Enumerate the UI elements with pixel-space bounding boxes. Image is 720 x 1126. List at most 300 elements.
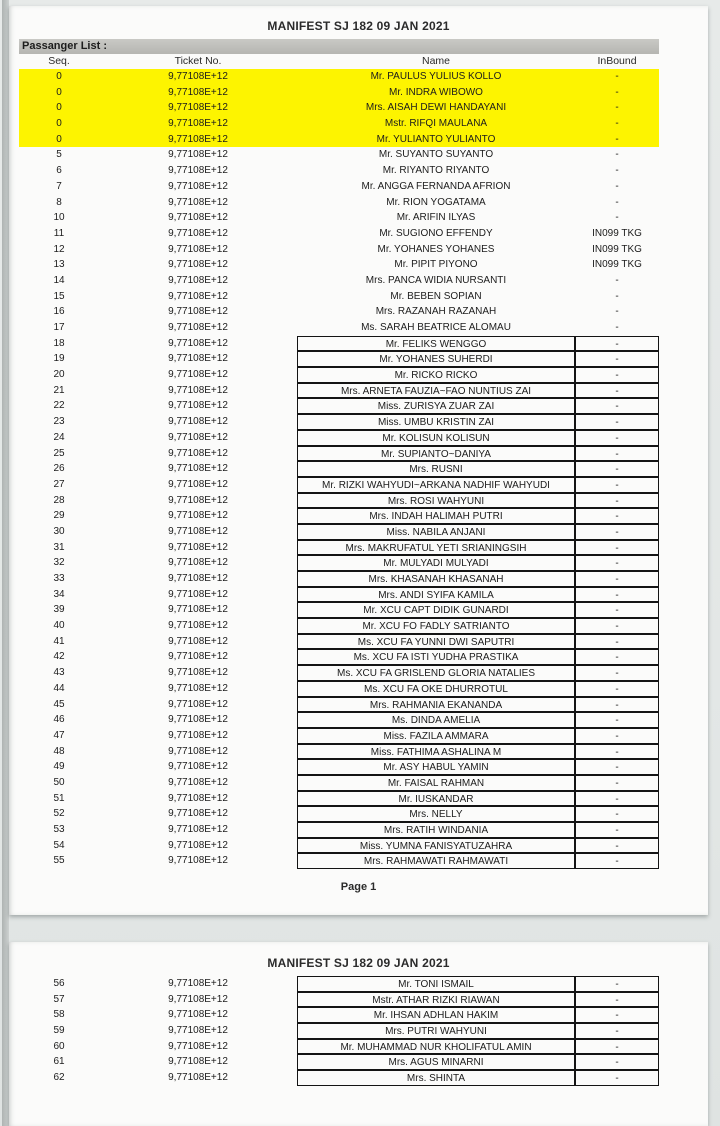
- cell-passenger-name: Mrs. AGUS MINARNI: [297, 1054, 575, 1070]
- table-row: [19, 493, 659, 509]
- cell-ticket-no: 9,77108E+12: [168, 447, 228, 459]
- cell-passenger-name: Mrs. ARNETA FAUZIA~FAO NUNTIUS ZAI: [297, 383, 575, 399]
- cell-ticket-no: 9,77108E+12: [168, 745, 228, 757]
- table-row: [19, 681, 659, 697]
- cell-ticket-no: 9,77108E+12: [168, 682, 228, 694]
- cell-ticket-no: 9,77108E+12: [168, 1056, 228, 1068]
- table-row: [19, 540, 659, 556]
- table-row: [19, 226, 659, 242]
- cell-ticket-no: 9,77108E+12: [168, 306, 228, 318]
- table-row: [19, 414, 659, 430]
- cell-inbound: -: [575, 1054, 659, 1070]
- table-row: [19, 618, 659, 634]
- cell-seq: 39: [53, 604, 65, 616]
- cell-inbound: -: [575, 602, 659, 618]
- table-row: [19, 602, 659, 618]
- cell-ticket-no: 9,77108E+12: [168, 978, 228, 989]
- cell-ticket-no: 9,77108E+12: [168, 243, 228, 255]
- cell-ticket-no: 9,77108E+12: [168, 635, 228, 647]
- cell-ticket-no: 9,77108E+12: [168, 792, 228, 804]
- cell-ticket-no: 9,77108E+12: [168, 322, 228, 333]
- cell-ticket-no: 9,77108E+12: [168, 776, 228, 788]
- cell-inbound: -: [575, 493, 659, 509]
- cell-inbound: -: [575, 744, 659, 760]
- cell-inbound: -: [615, 180, 619, 192]
- cell-inbound: -: [615, 118, 619, 130]
- cell-inbound: -: [615, 71, 619, 82]
- cell-seq: 0: [56, 133, 62, 145]
- passenger-rows-page2: [19, 976, 659, 1086]
- cell-passenger-name: Mrs. RAHMANIA EKANANDA: [297, 697, 575, 713]
- cell-inbound: -: [615, 165, 619, 177]
- passenger-list-label: Passanger List :: [19, 39, 659, 54]
- cell-passenger-name: Miss. NABILA ANJANI: [297, 524, 575, 540]
- cell-passenger-name: Mr. IHSAN ADHLAN HAKIM: [297, 1007, 575, 1023]
- cell-ticket-no: 9,77108E+12: [168, 510, 228, 522]
- page-number: Page 1: [340, 881, 377, 894]
- cell-seq: 18: [53, 337, 65, 349]
- table-row: [19, 806, 659, 822]
- cell-inbound: -: [575, 351, 659, 367]
- cell-passenger-name: Mr. XCU CAPT DIDIK GUNARDI: [297, 602, 575, 618]
- table-row: [19, 838, 659, 854]
- table-row: [19, 649, 659, 665]
- cell-seq: 21: [53, 384, 65, 396]
- cell-passenger-name: Mr. SUGIONO EFFENDY: [379, 227, 493, 239]
- cell-passenger-name: Mrs. RUSNI: [297, 461, 575, 477]
- cell-seq: 0: [56, 102, 62, 114]
- table-row: [19, 351, 659, 367]
- table-row: [19, 524, 659, 540]
- cell-ticket-no: 9,77108E+12: [168, 541, 228, 553]
- cell-seq: 47: [53, 729, 65, 741]
- table-row: [19, 791, 659, 807]
- cell-inbound: -: [575, 446, 659, 462]
- cell-seq: 8: [56, 196, 62, 208]
- cell-ticket-no: 9,77108E+12: [168, 478, 228, 490]
- cell-passenger-name: Mr. FELIKS WENGGO: [297, 336, 575, 352]
- cell-inbound: -: [575, 681, 659, 697]
- table-row: [19, 1070, 659, 1086]
- table-row: [19, 461, 659, 477]
- cell-seq: 54: [53, 839, 65, 851]
- table-row: [19, 163, 659, 179]
- cell-ticket-no: 9,77108E+12: [168, 431, 228, 443]
- cell-ticket-no: 9,77108E+12: [168, 337, 228, 349]
- cell-passenger-name: Mrs. PUTRI WAHYUNI: [297, 1023, 575, 1039]
- cell-ticket-no: 9,77108E+12: [168, 180, 228, 192]
- cell-ticket-no: 9,77108E+12: [168, 86, 228, 98]
- cell-seq: 16: [53, 306, 65, 318]
- cell-seq: 56: [53, 978, 65, 989]
- cell-inbound: -: [615, 102, 619, 114]
- cell-inbound: -: [575, 1070, 659, 1086]
- manifest-page-1: [9, 6, 708, 915]
- cell-passenger-name: Mrs. MAKRUFATUL YETI SRIANINGSIH: [297, 540, 575, 556]
- cell-passenger-name: Mrs. PANCA WIDIA NURSANTI: [365, 274, 507, 286]
- cell-inbound: -: [575, 618, 659, 634]
- manifest-page-2: [9, 942, 708, 1126]
- cell-seq: 20: [53, 369, 65, 381]
- cell-seq: 58: [53, 1009, 65, 1021]
- cell-ticket-no: 9,77108E+12: [168, 588, 228, 600]
- cell-seq: 14: [53, 274, 65, 286]
- cell-inbound: -: [575, 992, 659, 1008]
- table-row: [19, 1007, 659, 1023]
- cell-inbound: -: [575, 414, 659, 430]
- cell-inbound: -: [575, 1023, 659, 1039]
- cell-inbound: -: [575, 634, 659, 650]
- table-row: [19, 853, 659, 869]
- cell-passenger-name: Mr. KOLISUN KOLISUN: [297, 430, 575, 446]
- cell-inbound: -: [615, 322, 619, 333]
- cell-ticket-no: 9,77108E+12: [168, 71, 228, 82]
- cell-seq: 46: [53, 714, 65, 726]
- cell-ticket-no: 9,77108E+12: [168, 993, 228, 1005]
- table-row: [19, 100, 659, 116]
- table-row: [19, 712, 659, 728]
- table-row: [19, 179, 659, 195]
- cell-seq: 43: [53, 667, 65, 679]
- table-row: [19, 446, 659, 462]
- cell-seq: 34: [53, 588, 65, 600]
- cell-ticket-no: 9,77108E+12: [168, 525, 228, 537]
- cell-seq: 41: [53, 635, 65, 647]
- cell-inbound: -: [575, 430, 659, 446]
- cell-ticket-no: 9,77108E+12: [168, 729, 228, 741]
- cell-passenger-name: Mr. YULIANTO YULIANTO: [376, 133, 496, 145]
- cell-passenger-name: Miss. ZURISYA ZUAR ZAI: [297, 398, 575, 414]
- cell-ticket-no: 9,77108E+12: [168, 698, 228, 710]
- cell-ticket-no: 9,77108E+12: [168, 1040, 228, 1052]
- cell-inbound: -: [615, 133, 619, 145]
- cell-seq: 62: [53, 1072, 65, 1084]
- cell-inbound: -: [575, 1039, 659, 1055]
- table-row: [19, 508, 659, 524]
- table-row: [19, 822, 659, 838]
- cell-passenger-name: Mr. ARIFIN ILYAS: [396, 212, 476, 224]
- table-row: [19, 195, 659, 211]
- cell-seq: 30: [53, 525, 65, 537]
- cell-ticket-no: 9,77108E+12: [168, 463, 228, 475]
- cell-inbound: IN099 TKG: [592, 259, 642, 271]
- table-row: [19, 147, 659, 163]
- cell-inbound: -: [575, 697, 659, 713]
- cell-passenger-name: Mrs. NELLY: [297, 806, 575, 822]
- cell-seq: 13: [53, 259, 65, 271]
- cell-inbound: -: [575, 477, 659, 493]
- cell-inbound: -: [575, 383, 659, 399]
- cell-passenger-name: Ms. SARAH BEATRICE ALOMAU: [361, 322, 511, 333]
- cell-passenger-name: Mrs. INDAH HALIMAH PUTRI: [297, 508, 575, 524]
- cell-passenger-name: Miss. FAZILA AMMARA: [297, 728, 575, 744]
- cell-passenger-name: Mrs. RAHMAWATI RAHMAWATI: [297, 853, 575, 869]
- cell-seq: 32: [53, 557, 65, 569]
- cell-inbound: -: [615, 212, 619, 224]
- cell-seq: 44: [53, 682, 65, 694]
- cell-seq: 53: [53, 824, 65, 835]
- cell-passenger-name: Mr. INDRA WIBOWO: [389, 86, 483, 98]
- cell-inbound: -: [575, 461, 659, 477]
- cell-ticket-no: 9,77108E+12: [168, 212, 228, 224]
- cell-seq: 0: [56, 86, 62, 98]
- table-row: [19, 273, 659, 289]
- cell-seq: 22: [53, 400, 65, 412]
- table-row: [19, 367, 659, 383]
- cell-ticket-no: 9,77108E+12: [168, 1025, 228, 1037]
- table-row: [19, 132, 659, 148]
- table-row: [19, 775, 659, 791]
- cell-inbound: -: [575, 665, 659, 681]
- cell-passenger-name: Mr. SUPIANTO~DANIYA: [297, 446, 575, 462]
- cell-passenger-name: Miss. FATHIMA ASHALINA M: [297, 744, 575, 760]
- cell-seq: 12: [53, 243, 65, 255]
- table-row: [19, 555, 659, 571]
- cell-ticket-no: 9,77108E+12: [168, 1072, 228, 1084]
- cell-inbound: -: [575, 398, 659, 414]
- cell-seq: 27: [53, 478, 65, 490]
- cell-inbound: -: [575, 540, 659, 556]
- table-row: [19, 992, 659, 1008]
- cell-ticket-no: 9,77108E+12: [168, 102, 228, 114]
- cell-passenger-name: Ms. XCU FA OKE DHURROTUL: [297, 681, 575, 697]
- table-row: [19, 1054, 659, 1070]
- cell-ticket-no: 9,77108E+12: [168, 149, 228, 161]
- cell-ticket-no: 9,77108E+12: [168, 290, 228, 302]
- table-row: [19, 116, 659, 132]
- cell-ticket-no: 9,77108E+12: [168, 761, 228, 773]
- column-header-name: Name: [421, 55, 450, 67]
- cell-seq: 7: [56, 180, 62, 192]
- cell-ticket-no: 9,77108E+12: [168, 259, 228, 271]
- table-row: [19, 587, 659, 603]
- cell-inbound: -: [615, 290, 619, 302]
- cell-passenger-name: Ms. XCU FA GRISLEND GLORIA NATALIES: [297, 665, 575, 681]
- cell-inbound: -: [575, 806, 659, 822]
- passenger-rows-page1: [19, 69, 659, 869]
- cell-inbound: -: [615, 149, 619, 161]
- cell-ticket-no: 9,77108E+12: [168, 714, 228, 726]
- page-title: MANIFEST SJ 182 09 JAN 2021: [267, 19, 450, 33]
- cell-seq: 61: [53, 1056, 65, 1068]
- cell-inbound: -: [575, 791, 659, 807]
- cell-passenger-name: Mrs. AISAH DEWI HANDAYANI: [365, 102, 507, 114]
- cell-seq: 31: [53, 541, 65, 553]
- cell-seq: 59: [53, 1025, 65, 1037]
- cell-seq: 51: [53, 792, 65, 804]
- cell-passenger-name: Ms. XCU FA ISTI YUDHA PRASTIKA: [297, 649, 575, 665]
- table-row: [19, 320, 659, 336]
- cell-passenger-name: Mr. ASY HABUL YAMIN: [297, 759, 575, 775]
- cell-seq: 17: [53, 322, 65, 333]
- cell-inbound: -: [575, 649, 659, 665]
- cell-inbound: -: [575, 838, 659, 854]
- cell-passenger-name: Mr. BEBEN SOPIAN: [390, 290, 482, 302]
- cell-seq: 6: [56, 165, 62, 177]
- cell-passenger-name: Mr. RION YOGATAMA: [386, 196, 486, 208]
- cell-seq: 60: [53, 1040, 65, 1052]
- cell-passenger-name: Mr. PIPIT PIYONO: [394, 259, 478, 271]
- table-row: [19, 85, 659, 101]
- cell-passenger-name: Mrs. RAZANAH RAZANAH: [375, 306, 497, 318]
- table-row: [19, 242, 659, 258]
- cell-ticket-no: 9,77108E+12: [168, 494, 228, 506]
- table-row: [19, 1039, 659, 1055]
- cell-seq: 0: [56, 71, 62, 82]
- cell-ticket-no: 9,77108E+12: [168, 165, 228, 177]
- cell-seq: 29: [53, 510, 65, 522]
- cell-ticket-no: 9,77108E+12: [168, 667, 228, 679]
- cell-seq: 26: [53, 463, 65, 475]
- cell-ticket-no: 9,77108E+12: [168, 416, 228, 428]
- cell-ticket-no: 9,77108E+12: [168, 384, 228, 396]
- cell-seq: 23: [53, 416, 65, 428]
- cell-passenger-name: Ms. XCU FA YUNNI DWI SAPUTRI: [297, 634, 575, 650]
- table-row: [19, 210, 659, 226]
- cell-passenger-name: Mrs. ROSI WAHYUNI: [297, 493, 575, 509]
- table-row: [19, 430, 659, 446]
- cell-passenger-name: Mrs. RATIH WINDANIA: [297, 822, 575, 838]
- cell-seq: 49: [53, 761, 65, 773]
- cell-ticket-no: 9,77108E+12: [168, 651, 228, 663]
- cell-passenger-name: Mr. YOHANES SUHERDI: [297, 351, 575, 367]
- cell-ticket-no: 9,77108E+12: [168, 557, 228, 569]
- cell-passenger-name: Mr. TONI ISMAIL: [297, 976, 575, 992]
- page-title-2: MANIFEST SJ 182 09 JAN 2021: [267, 956, 450, 970]
- cell-seq: 45: [53, 698, 65, 710]
- cell-inbound: -: [575, 1007, 659, 1023]
- cell-ticket-no: 9,77108E+12: [168, 620, 228, 632]
- cell-ticket-no: 9,77108E+12: [168, 133, 228, 145]
- cell-seq: 33: [53, 573, 65, 584]
- column-header-inbound: InBound: [597, 55, 637, 67]
- cell-ticket-no: 9,77108E+12: [168, 604, 228, 616]
- table-row: [19, 1023, 659, 1039]
- cell-passenger-name: Mr. MULYADI MULYADI: [297, 555, 575, 571]
- cell-passenger-name: Mrs. SHINTA: [297, 1070, 575, 1086]
- cell-passenger-name: Miss. YUMNA FANISYATUZAHRA: [297, 838, 575, 854]
- cell-passenger-name: Mr. RIZKI WAHYUDI~ARKANA NADHIF WAHYUDI: [297, 477, 575, 493]
- cell-seq: 15: [53, 290, 65, 302]
- cell-seq: 11: [53, 227, 65, 239]
- cell-passenger-name: Mr. YOHANES YOHANES: [377, 243, 495, 255]
- table-row: [19, 257, 659, 273]
- cell-inbound: -: [575, 775, 659, 791]
- cell-ticket-no: 9,77108E+12: [168, 400, 228, 412]
- cell-inbound: -: [615, 86, 619, 98]
- cell-ticket-no: 9,77108E+12: [168, 369, 228, 381]
- cell-ticket-no: 9,77108E+12: [168, 274, 228, 286]
- cell-inbound: -: [575, 336, 659, 352]
- cell-inbound: -: [575, 555, 659, 571]
- table-header: [19, 54, 659, 69]
- table-row: [19, 69, 659, 85]
- cell-inbound: -: [575, 728, 659, 744]
- cell-seq: 52: [53, 808, 65, 820]
- cell-ticket-no: 9,77108E+12: [168, 353, 228, 365]
- cell-ticket-no: 9,77108E+12: [168, 824, 228, 835]
- cell-inbound: -: [575, 367, 659, 383]
- cell-ticket-no: 9,77108E+12: [168, 196, 228, 208]
- table-row: [19, 665, 659, 681]
- cell-inbound: -: [575, 853, 659, 869]
- cell-seq: 10: [53, 212, 65, 224]
- table-row: [19, 383, 659, 399]
- cell-ticket-no: 9,77108E+12: [168, 1009, 228, 1021]
- cell-passenger-name: Ms. DINDA AMELIA: [297, 712, 575, 728]
- table-row: [19, 477, 659, 493]
- cell-ticket-no: 9,77108E+12: [168, 227, 228, 239]
- cell-seq: 24: [53, 431, 65, 443]
- cell-inbound: -: [615, 196, 619, 208]
- cell-seq: 55: [53, 855, 65, 867]
- cell-inbound: -: [575, 524, 659, 540]
- cell-passenger-name: Mr. MUHAMMAD NUR KHOLIFATUL AMIN: [297, 1039, 575, 1055]
- cell-seq: 57: [53, 993, 65, 1005]
- cell-inbound: -: [575, 759, 659, 775]
- table-row: [19, 728, 659, 744]
- cell-ticket-no: 9,77108E+12: [168, 118, 228, 130]
- cell-seq: 28: [53, 494, 65, 506]
- cell-inbound: -: [575, 587, 659, 603]
- cell-passenger-name: Miss. UMBU KRISTIN ZAI: [297, 414, 575, 430]
- cell-inbound: -: [615, 274, 619, 286]
- cell-ticket-no: 9,77108E+12: [168, 808, 228, 820]
- table-row: [19, 634, 659, 650]
- table-row: [19, 304, 659, 320]
- cell-inbound: -: [575, 822, 659, 838]
- table-row: [19, 976, 659, 992]
- cell-seq: 0: [56, 118, 62, 130]
- cell-ticket-no: 9,77108E+12: [168, 839, 228, 851]
- cell-seq: 50: [53, 776, 65, 788]
- cell-inbound: -: [575, 571, 659, 587]
- cell-seq: 5: [56, 149, 62, 161]
- cell-passenger-name: Mstr. ATHAR RIZKI RIAWAN: [297, 992, 575, 1008]
- cell-inbound: -: [575, 508, 659, 524]
- cell-passenger-name: Mrs. KHASANAH KHASANAH: [297, 571, 575, 587]
- cell-inbound: -: [615, 306, 619, 318]
- column-header-seq: Seq.: [48, 55, 70, 67]
- cell-passenger-name: Mr. PAULUS YULIUS KOLLO: [370, 71, 502, 82]
- cell-passenger-name: Mrs. ANDI SYIFA KAMILA: [297, 587, 575, 603]
- cell-passenger-name: Mr. ANGGA FERNANDA AFRION: [361, 180, 511, 192]
- table-row: [19, 744, 659, 760]
- cell-passenger-name: Mr. SUYANTO SUYANTO: [378, 149, 494, 161]
- cell-seq: 48: [53, 745, 65, 757]
- cell-passenger-name: Mr. IUSKANDAR: [297, 791, 575, 807]
- table-row: [19, 759, 659, 775]
- cell-passenger-name: Mr. XCU FO FADLY SATRIANTO: [297, 618, 575, 634]
- table-row: [19, 697, 659, 713]
- cell-seq: 25: [53, 447, 65, 459]
- cell-seq: 42: [53, 651, 65, 663]
- cell-seq: 19: [53, 353, 65, 365]
- table-row: [19, 289, 659, 305]
- cell-inbound: IN099 TKG: [592, 227, 642, 239]
- cell-passenger-name: Mr. RICKO RICKO: [297, 367, 575, 383]
- column-header-ticket: Ticket No.: [174, 55, 222, 67]
- cell-inbound: -: [575, 976, 659, 992]
- table-row: [19, 398, 659, 414]
- cell-passenger-name: Mr. RIYANTO RIYANTO: [382, 165, 490, 177]
- table-row: [19, 336, 659, 352]
- cell-ticket-no: 9,77108E+12: [168, 855, 228, 867]
- cell-ticket-no: 9,77108E+12: [168, 573, 228, 584]
- cell-inbound: -: [575, 712, 659, 728]
- cell-inbound: IN099 TKG: [592, 243, 642, 255]
- cell-passenger-name: Mstr. RIFQI MAULANA: [384, 118, 488, 130]
